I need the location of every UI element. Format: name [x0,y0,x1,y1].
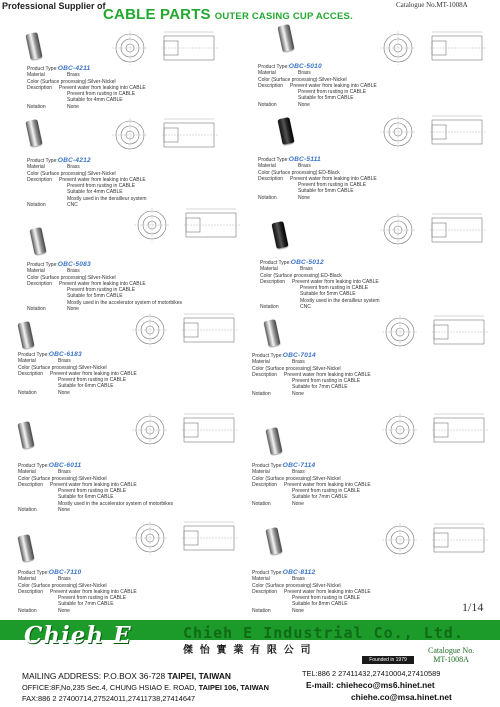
material-value: Brass [58,358,71,365]
notation-row [252,608,371,614]
description-line: Prevent from rusting in CABLE [58,488,127,495]
technical-drawing [122,205,252,248]
color-value: Silver-Nickel [78,475,107,482]
drawing-svg [120,410,250,448]
description-line: Prevent from rusting in CABLE [292,595,361,602]
email-label: E-mail: [306,680,334,690]
product-type-label: Product Type: [18,352,49,358]
technical-drawing [368,112,498,155]
material-value: Brass [292,576,305,583]
description-line: Prevent from rusting in CABLE [67,287,136,294]
telephone: TEL:886 2 27411432,27410004,27410589 [302,669,441,678]
notation-value: None [292,500,304,507]
office-city: TAIPEI 106, TAIWAN [198,683,269,692]
color-value: Silver-Nickel [87,274,116,281]
description-line: Suitable for 7mm CABLE [292,494,348,501]
material-label: Material [27,72,45,79]
product-code: OBC-5111 [288,156,321,163]
email-line [306,680,435,690]
material-value: Brass [67,72,80,79]
company-name: Chieh E Industrial Co., Ltd. [183,624,464,642]
description-line: Prevent water from leaking into CABLE [284,588,371,595]
notation-label: Notation [27,103,46,110]
material-value: Brass [58,576,71,583]
notation-row [258,195,377,201]
description-line: Prevent from rusting in CABLE [58,377,127,384]
product-code: OBC-7110 [48,569,82,576]
title-main: CABLE PARTS [103,6,211,23]
color-label: Color (Surface processing): [258,76,319,83]
footer-catalogue [428,646,474,664]
drawing-svg [368,28,498,66]
product-info [18,570,137,614]
notation-value: None [298,194,310,201]
description-label: Description [252,481,278,488]
description-line: Suitable for 6mm CABLE [58,494,114,501]
color-value: Silver-Nickel [318,76,347,83]
product-type-label: Product Type: [252,463,283,469]
footer-catalogue-number: MT-1008A [433,655,469,664]
description-line: Suitable for 5mm CABLE [67,293,123,300]
material-label: Material [258,163,276,170]
notation-value: None [292,607,304,614]
product-info [252,570,371,614]
drawing-svg [370,520,500,558]
product-info [258,157,377,201]
description-line: Prevent from rusting in CABLE [298,182,367,189]
notation-label: Notation [27,202,46,209]
mailing-city: TAIPEI, TAIWAN [167,671,231,681]
technical-drawing [120,518,250,561]
description-line: Prevent from rusting in CABLE [292,488,361,495]
description-line: Prevent from rusting in CABLE [58,595,127,602]
product-type-label: Product Type: [258,64,289,70]
description-label: Description [252,371,278,378]
description-line: Prevent from rusting in CABLE [298,89,367,96]
material-value: Brass [298,163,311,170]
description-line: Prevent from rusting in CABLE [67,183,136,190]
product-code: OBC-7014 [282,352,316,359]
description-line: Prevent water from leaking into CABLE [284,481,371,488]
color-value: Silver-Nickel [312,475,341,482]
description-line: Suitable for 7mm CABLE [58,601,114,608]
description-line: Prevent water from leaking into CABLE [290,175,377,182]
product-type-label: Product Type: [260,260,291,266]
product-part-image [25,32,42,60]
material-value: Brass [300,266,313,273]
description-label: Description [260,278,286,285]
notation-label: Notation [252,500,271,507]
product-type-label: Product Type: [27,262,58,268]
color-value: ED-Black [320,272,342,279]
email-secondary[interactable]: chiehe.co@msa.hinet.net [351,692,452,702]
product-code: OBC-6183 [48,351,82,358]
product-part-image [265,427,282,455]
description-label: Description [27,84,53,91]
mailing-label: MAILING ADDRESS: P.O.BOX 36-728 [22,671,166,681]
color-label: Color (Surface processing): [260,272,321,279]
description-line: Suitable for 4mm CABLE [67,189,123,196]
description-line: Prevent water from leaking into CABLE [59,176,146,183]
product-code: OBC-7114 [282,462,316,469]
product-code: OBC-8112 [282,569,316,576]
notation-label: Notation [260,304,279,311]
color-label: Color (Surface processing): [18,475,79,482]
material-label: Material [258,70,276,77]
material-label: Material [18,358,36,365]
product-part-image [265,527,282,555]
material-value: Brass [292,469,305,476]
notation-row [252,391,371,397]
color-value: Silver-Nickel [312,582,341,589]
catalog-title [103,6,353,23]
color-label: Color (Surface processing): [252,365,313,372]
description-line: Prevent water from leaking into CABLE [292,278,379,285]
company-name-chinese: 傑 怡 實 業 有 限 公 司 [183,645,313,656]
notation-label: Notation [18,389,37,396]
description-label: Description [258,82,284,89]
technical-drawing [120,310,250,353]
drawing-svg [122,205,252,243]
notation-value: None [58,607,70,614]
description-label: Description [252,588,278,595]
material-label: Material [18,576,36,583]
description-line: Suitable for 4mm CABLE [67,97,123,104]
description-line: Prevent water from leaking into CABLE [59,84,146,91]
drawing-svg [368,112,498,150]
technical-drawing [370,410,500,453]
description-line: Suitable for 6mm CABLE [58,383,114,390]
description-line: Prevent water from leaking into CABLE [284,371,371,378]
material-value: Brass [58,469,71,476]
material-label: Material [27,268,45,275]
product-info [252,463,371,507]
color-value: Silver-Nickel [78,582,107,589]
product-info [27,262,182,312]
product-info [258,64,377,108]
product-type-label: Product Type: [27,66,58,72]
description-label: Description [18,370,44,377]
notation-value: None [67,306,79,313]
notation-row [260,304,379,310]
color-label: Color (Surface processing): [252,582,313,589]
color-label: Color (Surface processing): [18,364,79,371]
material-value: Brass [298,70,311,77]
notation-label: Notation [252,390,271,397]
product-code: OBC-5012 [290,259,324,266]
color-value: ED-Black [318,169,340,176]
product-part-image [29,227,46,255]
color-label: Color (Surface processing): [27,170,88,177]
description-label: Description [27,280,53,287]
supplier-caption: Professional Supplier of [2,1,106,11]
drawing-svg [120,518,250,556]
product-info [18,463,173,513]
footer-catalogue-label: Catalogue No. [428,646,475,655]
material-label: Material [252,576,270,583]
notation-label: Notation [252,607,271,614]
description-line: Prevent from rusting in CABLE [300,285,369,292]
notation-value: None [67,103,79,110]
drawing-svg [370,410,500,448]
product-part-image [17,421,34,449]
notation-label: Notation [18,507,37,514]
notation-row [18,608,137,614]
technical-drawing [370,312,500,355]
notation-value: None [298,101,310,108]
color-label: Color (Surface processing): [258,169,319,176]
product-info [27,66,146,110]
description-line: Prevent water from leaking into CABLE [50,481,137,488]
description-label: Description [27,176,53,183]
description-line: Prevent from rusting in CABLE [292,378,361,385]
fax-number: FAX:886 2 27400714,27524011,27411738,27414647 [22,694,196,703]
office-label: OFFICE:8F,No,235 Sec.4, CHUNG HSIAO E. ROAD, [22,683,197,692]
description-line: Prevent water from leaking into CABLE [50,588,137,595]
description-line: Suitable for 5mm CABLE [298,95,354,102]
notation-value: None [292,390,304,397]
drawing-svg [368,210,498,248]
technical-drawing [368,210,498,253]
product-info [18,352,137,396]
catalogue-number: Catalogue No.MT-1008A [396,1,468,9]
product-type-label: Product Type: [27,158,58,164]
notation-value: None [58,507,70,514]
material-label: Material [252,359,270,366]
material-value: Brass [292,359,305,366]
notation-value: None [58,389,70,396]
material-value: Brass [67,268,80,275]
description-line: Prevent water from leaking into CABLE [290,82,377,89]
description-line: Suitable for 7mm CABLE [292,384,348,391]
drawing-svg [370,312,500,350]
color-label: Color (Surface processing): [252,475,313,482]
material-label: Material [252,469,270,476]
notation-row [252,501,371,507]
color-value: Silver-Nickel [87,78,116,85]
company-logo: Chieh E [24,622,132,649]
description-line: Mostly used in the accelerator system of motorbikes [58,500,174,507]
description-line: Suitable for 5mm CABLE [300,291,356,298]
product-code: OBC-5083 [57,261,91,268]
color-value: Silver-Nickel [87,170,116,177]
product-info [252,353,371,397]
product-type-label: Product Type: [252,570,283,576]
description-line: Mostly used in the derailleur system [67,195,147,202]
notation-row [18,507,173,513]
color-label: Color (Surface processing): [27,274,88,281]
product-code: OBC-4212 [57,157,91,164]
notation-row [18,390,137,396]
product-type-label: Product Type: [252,353,283,359]
founded-badge: Founded in 1979 [362,656,414,664]
drawing-svg [100,28,230,66]
notation-value: CNC [300,304,311,311]
notation-row [258,102,377,108]
product-type-label: Product Type: [18,463,49,469]
color-value: Silver-Nickel [312,365,341,372]
description-line: Suitable for 5mm CABLE [298,188,354,195]
material-label: Material [18,469,36,476]
technical-drawing [120,410,250,453]
mailing-address [22,671,231,681]
email-primary[interactable]: chieheco@ms6.hinet.net [336,680,435,690]
material-label: Material [27,164,45,171]
description-line: Prevent water from leaking into CABLE [59,280,146,287]
notation-label: Notation [258,194,277,201]
product-part-image [17,321,34,349]
material-label: Material [260,266,278,273]
product-part-image [271,221,288,249]
product-code: OBC-6011 [48,462,82,469]
technical-drawing [368,28,498,71]
color-label: Color (Surface processing): [18,582,79,589]
notation-label: Notation [18,607,37,614]
product-type-label: Product Type: [18,570,49,576]
page-number: 1/14 [462,600,484,614]
product-code: OBC-5010 [288,63,322,70]
description-line: Mostly used in the accelerator system of motorbikes [67,299,183,306]
description-line: Suitable for 8mm CABLE [292,601,348,608]
notation-value: CNC [67,202,78,209]
notation-row [27,104,146,110]
office-address [22,683,269,692]
product-part-image [277,24,294,52]
description-line: Mostly used in the derailleur system [300,297,380,304]
description-label: Description [258,175,284,182]
product-part-image [263,319,280,347]
description-label: Description [18,481,44,488]
color-label: Color (Surface processing): [27,78,88,85]
product-part-image [25,119,42,147]
description-label: Description [18,588,44,595]
product-code: OBC-4211 [57,65,91,72]
material-value: Brass [67,164,80,171]
product-info [27,158,146,208]
title-sub: OUTER CASING CUP ACCES. [214,11,353,22]
technical-drawing [100,28,230,71]
drawing-svg [120,310,250,348]
description-line: Prevent water from leaking into CABLE [50,370,137,377]
product-part-image [277,117,294,145]
product-info [260,260,379,310]
description-line: Prevent from rusting in CABLE [67,91,136,98]
product-type-label: Product Type: [258,157,289,163]
drawing-svg [100,115,230,153]
notation-label: Notation [258,101,277,108]
notation-label: Notation [27,306,46,313]
product-part-image [17,534,34,562]
color-value: Silver-Nickel [78,364,107,371]
technical-drawing [370,520,500,563]
technical-drawing [100,115,230,158]
